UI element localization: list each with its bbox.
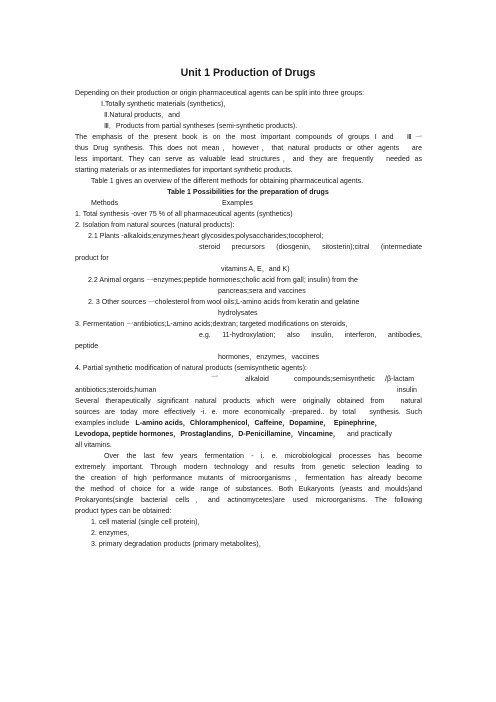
table-row: 2. Isolation from natural sources (natural products): xyxy=(75,222,235,229)
para1-line: starting materials or as intermediates for important synthetic products. xyxy=(75,167,293,174)
para2-tail: and practically xyxy=(346,431,392,438)
table-row: hydrolysates xyxy=(218,310,258,317)
table-row-dash: 一 xyxy=(211,374,219,381)
table-row: vitamins A, E，and K) xyxy=(221,266,290,273)
para2-line: all vitamins. xyxy=(75,442,112,449)
list-item: 3. primary degradation products (primary metabolites)， xyxy=(91,541,266,548)
table-row: 3. Fermentation 一antibiotics;L-amino acids;dextran; targeted modifications on steroids， xyxy=(75,321,353,328)
para3-line: Over the last few years fermentation - i. e. microbiological processes has become xyxy=(104,453,422,460)
para3-line: Prokaryonts(single bacterial cells，and actinomycetes)are used microorganisms. The following xyxy=(75,497,422,504)
para2-line: Several therapeutically significant natural products which were originally obtained from natural xyxy=(75,398,422,405)
para2-bold-examples: L-amino acids，Chloramphenicol，Caffeine，Dopamine， Epinephrine， xyxy=(135,420,382,427)
table-row: pancreas;sera and vaccines xyxy=(218,288,306,295)
table-row: 2. 3 Other sources 一cholesterol from wool oils;L-amino acids from keratin and gelatine xyxy=(88,299,360,306)
para3-line: product types can be obtained: xyxy=(75,508,172,515)
table-row: hormones，enzymes，vaccines xyxy=(218,354,320,361)
table-row-word: alkaloid xyxy=(245,376,269,383)
table-row: 1. Total synthesis -over 75 % of all pharmaceutical agents (synthetics) xyxy=(75,211,293,218)
table-row-word: insulin xyxy=(397,387,417,394)
table-row: steroid precursors (diosgenin, sitosterin);citral (intermediate xyxy=(199,244,422,251)
para3-line: the method of choice for a wide range of substances. Both Eukaryonts (yeasts and moulds)and xyxy=(75,486,422,493)
para2-lead: examples include xyxy=(75,420,130,427)
list-item: 2. enzymes， xyxy=(91,530,135,537)
para1-line: The emphasis of the present book is on the most important compounds of groups I and Ⅲ一 xyxy=(75,134,422,141)
table-row: 2.2 Animal organs 一enzymes;peptide hormones;cholic acid from gall; insulin) from the xyxy=(88,277,358,284)
group-item-1: Ⅰ.Totally synthetic materials (synthetics)， xyxy=(101,101,231,108)
intro-text: Depending on their production or origin pharmaceutical agents can be split into three groups: xyxy=(75,90,365,97)
page-title: Unit 1 Production of Drugs xyxy=(180,67,316,79)
group-item-3: Ⅲ．Products from partial syntheses (semi-synthetic products). xyxy=(104,123,298,130)
table-row-word: /β-lactam xyxy=(385,376,415,383)
para1-line: less important. They can serve as valuable lead structures，and they are frequently needed as xyxy=(75,156,422,163)
table-header-examples: Examples xyxy=(222,200,253,207)
table-row: product for xyxy=(75,255,109,262)
para2-bold-examples-cont: Levodopa, peptide hormones，Prostaglandins，D-Penicillamine，Vincamine， xyxy=(75,431,340,438)
para2-line: sources are today more effectively -i. e. more economically -prepared.. by total synthesis. Such xyxy=(75,409,422,416)
table-row: 2.1 Plants -alkaloids;enzymes;heart glycosides;polysaccharides;tocopherol; xyxy=(88,233,324,240)
group-item-2: Ⅱ.Natural products，and xyxy=(104,112,180,119)
para3-line: the creation of high performance mutants of microorganisms，fermentation has already become xyxy=(75,475,422,482)
para3-line: extremely important. Through modern technology and results from genetic selection leading to xyxy=(75,464,422,471)
table-row-word: antibiotics;steroids;human xyxy=(75,387,157,394)
para2-line xyxy=(75,429,392,440)
table-row-word: compounds;semisynthetic xyxy=(294,376,376,383)
list-item: 1. cell material (single cell protein)， xyxy=(91,519,205,526)
table-header-methods: Methods xyxy=(91,200,119,207)
table-row: 4. Partial synthetic modification of natural products (semisynthetic agents): xyxy=(75,365,307,372)
table-row: e.g. 11-hydroxylation; also insulin, interferon, antibodies, xyxy=(199,332,422,339)
para2-line xyxy=(75,418,382,429)
table-row: peptide xyxy=(75,343,99,350)
table-intro: Table 1 gives an overview of the different methods for obtaining pharmaceutical agents. xyxy=(91,178,364,185)
para1-line: thus Drug synthesis. This does not mean，however，that natural products or other agents are xyxy=(75,145,422,152)
table-caption: Table 1 Possibilities for the preparation of drugs xyxy=(167,189,329,196)
